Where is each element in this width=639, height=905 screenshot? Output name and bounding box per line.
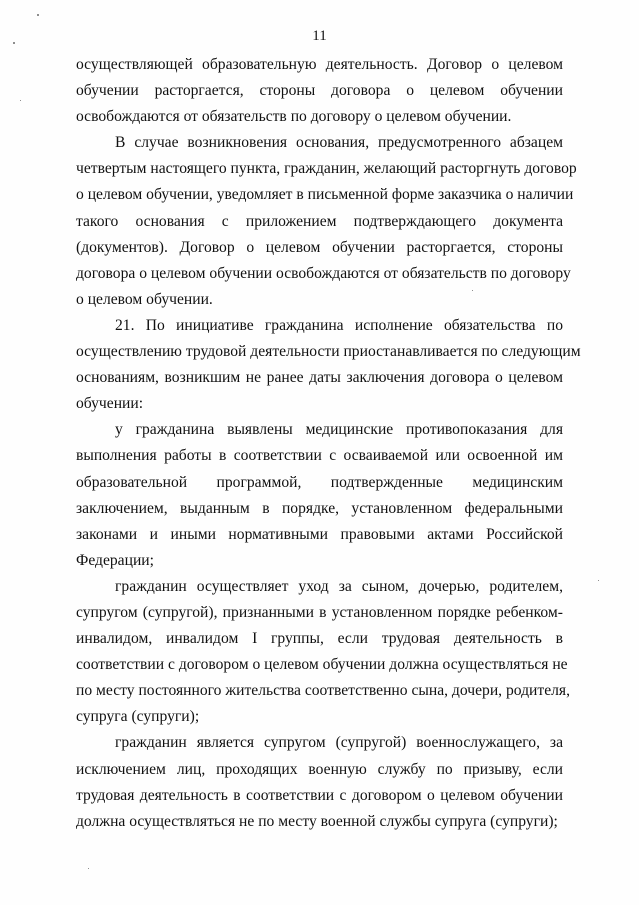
text-line: инвалидом, инвалидом I группы, если трудовая деятельность в <box>76 630 563 648</box>
text-line: соответствии с договором о целевом обучении должна осуществляться не <box>76 656 568 674</box>
text-line: о целевом обучении, уведомляет в письменной форме заказчика о наличии <box>76 186 574 204</box>
text-line: по месту постоянного жительства соответственно сына, дочери, родителя, <box>76 682 570 700</box>
text-line: должна осуществляться не по месту военной службы супруга (супруги); <box>76 812 558 830</box>
text-line: освобождаются от обязательств по договору о целевом обучении. <box>76 108 512 126</box>
scan-speck <box>13 42 15 44</box>
scan-speck <box>88 868 89 869</box>
text-line: выполнения работы в соответствии с осваиваемой или освоенной им <box>76 447 563 465</box>
text-line: о целевом обучении. <box>76 290 213 308</box>
text-line: заключением, выданным в порядке, установленном федеральными <box>76 499 563 517</box>
scan-speck <box>598 580 599 581</box>
text-line: гражданин является супругом (супругой) военнослужащего, за <box>115 734 563 752</box>
text-line: у гражданина выявлены медицинские противопоказания для <box>115 421 563 439</box>
scan-speck <box>20 100 21 101</box>
text-line: законами и иными нормативными правовыми актами Российской <box>76 525 563 543</box>
text-line: В случае возникновения основания, предусмотренного абзацем <box>115 134 563 152</box>
text-line: супругом (супругой), признанными в установленном порядке ребенком- <box>76 603 563 621</box>
text-line: супруга (супруги); <box>76 708 200 726</box>
text-line: договора о целевом обучении освобождаются от обязательств по договору <box>76 264 571 282</box>
scan-speck <box>37 14 39 16</box>
text-line: такого основания с приложением подтверждающего документа <box>76 212 563 230</box>
text-line: осуществляющей образовательную деятельность. Договор о целевом <box>76 56 563 73</box>
text-line: трудовая деятельность в соответствии с договором о целевом обучении <box>76 786 563 804</box>
scan-speck <box>472 290 473 291</box>
text-line: основаниям, возникшим не ранее даты заключения договора о целевом <box>76 369 563 387</box>
text-line: обучении расторгается, стороны договора о целевом обучении <box>76 82 563 100</box>
text-line: гражданин осуществляет уход за сыном, дочерью, родителем, <box>115 577 563 595</box>
text-line: 21. По инициативе гражданина исполнение обязательства по <box>115 316 563 334</box>
page-number: 11 <box>312 28 327 44</box>
body-text <box>76 52 581 835</box>
text-line: исключением лиц, проходящих военную службу по призыву, если <box>76 760 563 778</box>
text-line: четвертым настоящего пункта, гражданин, желающий расторгнуть договор <box>76 160 577 178</box>
text-line: обучении: <box>76 395 144 413</box>
text-line: осуществлению трудовой деятельности приостанавливается по следующим <box>76 343 581 361</box>
text-line: Федерации; <box>76 551 154 569</box>
text-line: образовательной программой, подтвержденные медицинским <box>76 473 563 491</box>
text-line: (документов). Договор о целевом обучении расторгается, стороны <box>76 238 563 256</box>
